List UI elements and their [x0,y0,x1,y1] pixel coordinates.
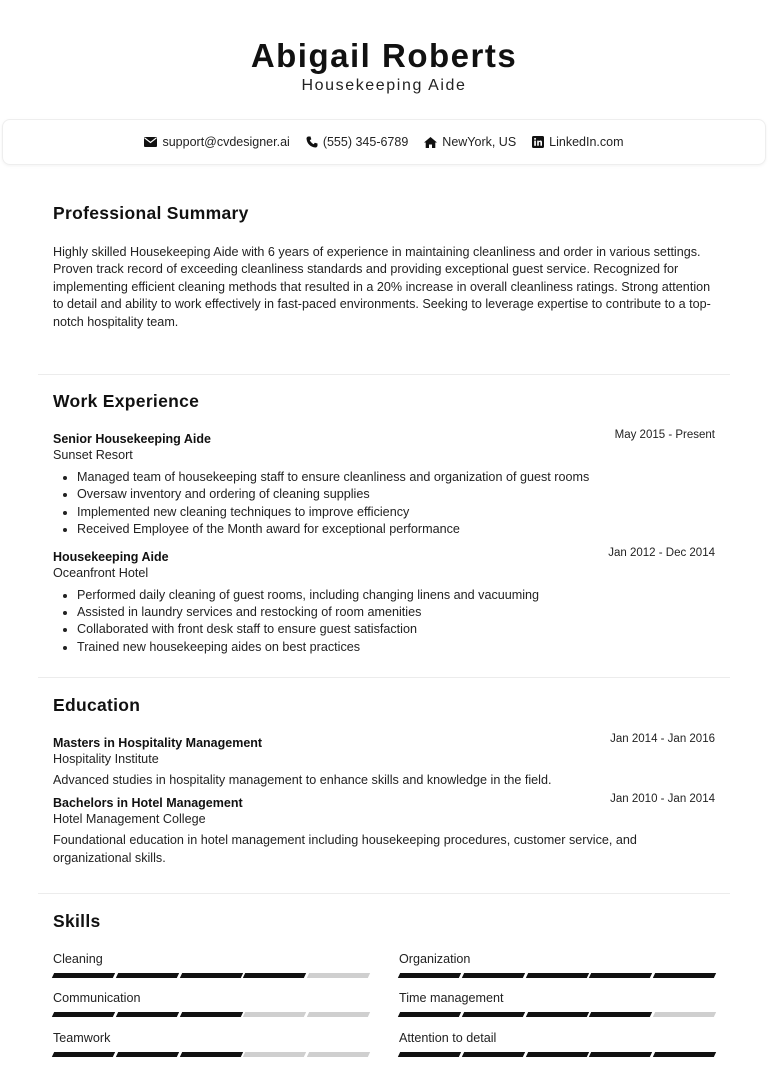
job-title: Senior Housekeeping Aide [53,432,211,446]
contact-location [424,135,516,149]
skill-level-bar [53,973,369,978]
experience-section [53,391,715,656]
education-entry [53,733,715,789]
skill-name: Cleaning [53,952,103,966]
skill-segment-filled [398,1052,461,1057]
skill-level-bar [399,973,715,978]
skill-segment-filled [179,973,242,978]
skill-item [399,991,715,1017]
skill-item [53,991,369,1017]
school-name: Hospitality Institute [53,752,159,766]
job-dates: Jan 2012 - Dec 2014 [608,546,715,559]
education-section [53,695,715,867]
skill-item [53,1031,369,1057]
phone-icon [306,136,318,148]
candidate-title: Housekeeping Aide [301,77,467,94]
skill-segment-filled [116,1052,179,1057]
contact-location-text: NewYork, US [442,135,517,149]
job-entry [53,429,715,539]
degree-title: Masters in Hospitality Management [53,736,263,750]
job-bullet: • Managed team of housekeeping staff to ensure cleanliness and organization of guest rooms [77,469,715,486]
skill-segment-filled [653,973,716,978]
experience-heading: Work Experience [53,391,200,411]
job-bullet: • Implemented new cleaning techniques to improve efficiency [77,504,715,521]
contact-linkedin-text: LinkedIn.com [549,135,624,149]
skill-segment-filled [52,973,115,978]
education-description: Advanced studies in hospitality management to enhance skills and knowledge in the field. [53,773,552,787]
skill-name: Communication [53,991,141,1005]
school-name: Hotel Management College [53,812,206,826]
contact-phone[interactable] [306,135,408,149]
skill-segment-filled [462,1012,525,1017]
skill-name: Time management [399,991,504,1005]
skill-segment-filled [179,1052,242,1057]
skill-name: Teamwork [53,1031,111,1045]
job-dates: May 2015 - Present [614,429,715,441]
job-title: Housekeeping Aide [53,549,169,564]
degree-title: Bachelors in Hotel Management [53,796,243,810]
contact-email-text: support@cvdesigner.ai [162,135,290,149]
education-entry [53,793,715,867]
skill-level-bar [399,1052,715,1057]
candidate-name: Abigail Roberts [250,37,518,74]
section-divider [38,374,730,375]
skill-segment-filled [52,1012,115,1017]
contact-bar [2,119,766,165]
skill-item [53,952,369,978]
job-entry [53,546,715,657]
skill-segment-filled [462,1052,525,1057]
skill-segment-filled [589,973,652,978]
job-bullet: • Trained new housekeeping aides on best practices [77,639,715,656]
skill-name: Attention to detail [399,1031,497,1045]
skill-segment-empty [243,1012,306,1017]
job-bullet: • Received Employee of the Month award for exceptional performance [77,521,715,538]
skill-segment-filled [52,1052,115,1057]
job-bullet: • Collaborated with front desk staff to ensure guest satisfaction [77,621,715,638]
skill-segment-filled [525,1012,588,1017]
summary-text: Highly skilled Housekeeping Aide with 6 years of experience in maintaining cleanliness and order in various settings. Proven track record of exceeding cleanliness standards and providing exceptional guest service. Recognized for implementing efficient cleaning methods that resulted in a 20% increase in overall cleanliness ratings. Strong attention to detail and ability to work effectively in fast-paced environments. Seeking to leverage expertise to contribute to a top-notch hospitality team. [53,245,711,329]
skill-segment-empty [653,1012,716,1017]
skill-segment-filled [398,973,461,978]
education-description: Foundational education in hotel management including housekeeping procedures, customer service, and organizational skills. [53,833,637,865]
section-divider [38,893,730,894]
skill-item [399,952,715,978]
skill-segment-empty [307,1012,370,1017]
resume-header [0,0,768,96]
skill-level-bar [53,1052,369,1057]
job-company: Oceanfront Hotel [53,565,149,580]
skill-level-bar [53,1012,369,1017]
skill-segment-filled [525,1052,588,1057]
skill-segment-filled [589,1052,652,1057]
skill-segment-empty [243,1052,306,1057]
skill-segment-filled [398,1012,461,1017]
job-company: Sunset Resort [53,448,133,462]
skill-segment-empty [307,1052,370,1057]
job-bullets [53,587,715,657]
skill-name: Organization [399,952,471,966]
skill-segment-filled [116,1012,179,1017]
skill-segment-filled [243,973,306,978]
home-icon [424,137,437,148]
skill-level-bar [399,1012,715,1017]
skill-segment-filled [179,1012,242,1017]
job-bullet: • Assisted in laundry services and restocking of room amenities [77,604,715,621]
job-bullets [53,469,715,539]
summary-heading: Professional Summary [53,203,249,223]
linkedin-icon [532,136,544,148]
envelope-icon [144,137,157,147]
summary-section [53,203,715,331]
contact-email[interactable] [144,135,289,149]
skill-segment-filled [525,973,588,978]
skills-heading: Skills [53,911,101,931]
contact-phone-text: (555) 345-6789 [322,135,409,149]
job-bullet: • Performed daily cleaning of guest rooms, including changing linens and vacuuming [77,587,715,604]
skills-section [53,911,715,1045]
skill-segment-filled [589,1012,652,1017]
skill-segment-filled [653,1052,716,1057]
skill-segment-filled [462,973,525,978]
skill-item [399,1031,715,1057]
section-divider [38,677,730,678]
contact-linkedin[interactable] [532,135,623,149]
education-dates: Jan 2010 - Jan 2014 [610,793,715,805]
education-heading: Education [53,695,141,715]
job-bullet: • Oversaw inventory and ordering of cleaning supplies [77,486,715,503]
skill-segment-filled [116,973,179,978]
education-dates: Jan 2014 - Jan 2016 [610,733,715,745]
skill-segment-empty [307,973,370,978]
